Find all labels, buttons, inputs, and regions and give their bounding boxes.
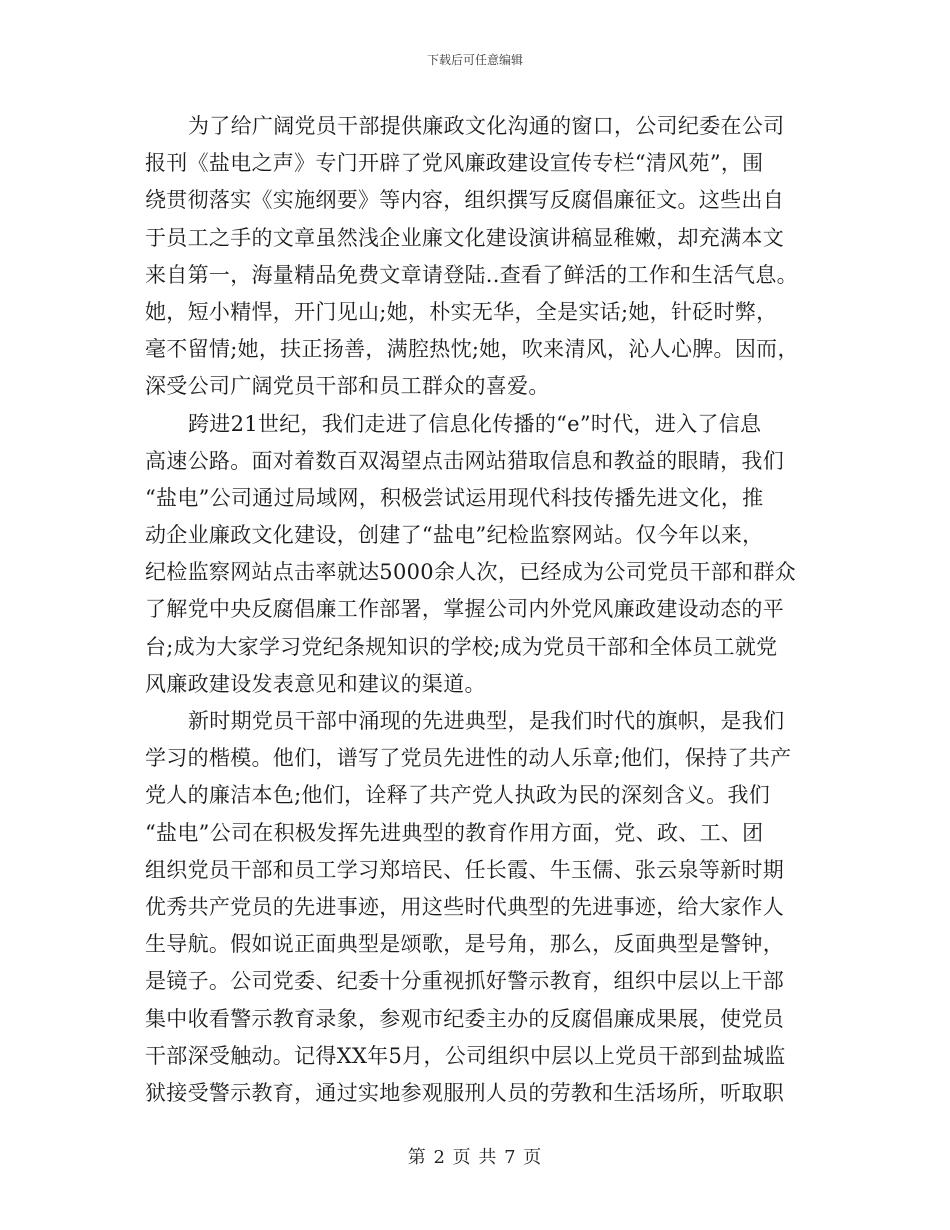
paragraph-line: 学习的楷模。他们，谱写了党员先进性的动人乐章;他们，保持了共产 [145, 746, 792, 771]
paragraph-line: 纪检监察网站点击率就达5000余人次，已经成为公司党员干部和群众 [145, 560, 797, 585]
paragraph-line: 绕贯彻落实《实施纲要》等内容，组织撰写反腐倡廉征文。这些出自 [145, 188, 784, 213]
paragraph-line: 优秀共产党员的先进事迹，用这些时代典型的先进事迹，给大家作人 [145, 894, 784, 919]
paragraph-line: 生导航。假如说正面典型是颂歌，是号角，那么，反面典型是警钟， [145, 932, 784, 957]
paragraph-line: “盐电”公司通过局域网，积极尝试运用现代科技传播先进文化，推 [145, 485, 764, 510]
paragraph-line: 风廉政建设发表意见和建议的渠道。 [145, 671, 486, 696]
paragraph-line: 报刊《盐电之声》专门开辟了党风廉政建设宣传专栏“清风苑”，围 [145, 151, 764, 176]
paragraph-line: 党人的廉洁本色;他们，诠释了共产党人执政为民的深刻含义。我们 [145, 783, 771, 808]
paragraph-2 [145, 406, 803, 704]
paragraph-line: 为了给广阔党员干部提供廉政文化沟通的窗口，公司纪委在公司 [188, 114, 785, 138]
paragraph-line: 深受公司广阔党员干部和员工群众的喜爱。 [145, 374, 550, 399]
paragraph-line: “盐电”公司在积极发挥先进典型的教育作用方面，党、政、工、团 [145, 820, 764, 845]
paragraph-line: 高速公路。面对着数百双渴望点击网站猎取信息和教益的眼睛，我们 [145, 448, 784, 473]
page-header-note: 下载后可任意编辑 [426, 53, 523, 67]
paragraph-line: 毫不留情;她，扶正扬善，满腔热忱;她，吹来清风，沁人心脾。因而， [145, 337, 799, 362]
paragraph-line: 狱接受警示教育，通过实地参观服刑人员的劳教和生活场所，听取职 [145, 1080, 784, 1105]
paragraph-3 [145, 703, 803, 1112]
paragraph-line: 组织党员干部和员工学习郑培民、任长霞、牛玉儒、张云泉等新时期 [145, 857, 784, 882]
paragraph-1 [145, 108, 803, 406]
paragraph-line: 新时期党员干部中涌现的先进典型，是我们时代的旗帜，是我们 [188, 709, 785, 733]
paragraph-line: 动企业廉政文化建设，创建了“盐电”纪检监察网站。仅今年以来， [145, 523, 764, 548]
paragraph-line: 是镜子。公司党委、纪委十分重视抓好警示教育，组织中层以上干部 [145, 969, 784, 994]
paragraph-line: 台;成为大家学习党纪条规知识的学校;成为党员干部和全体员工就党 [145, 634, 778, 659]
paragraph-line: 集中收看警示教育录象，参观市纪委主办的反腐倡廉成果展，使党员 [145, 1006, 784, 1031]
paragraph-line: 于员工之手的文章虽然浅企业廉文化建设演讲稿显稚嫩，却充满本文 [145, 225, 784, 250]
page-number: 第 2 页 共 7 页 [407, 1147, 543, 1168]
document-body [145, 108, 803, 1112]
paragraph-line: 跨进21世纪，我们走进了信息化传播的“e”时代，进入了信息 [188, 411, 762, 436]
paragraph-line: 来自第一，海量精品免费文章请登陆..查看了鲜活的工作和生活气息。 [145, 262, 798, 287]
paragraph-line: 干部深受触动。记得XX年5月，公司组织中层以上党员干部到盐城监 [145, 1043, 786, 1068]
paragraph-line: 她，短小精悍，开门见山;她，朴实无华，全是实话;她，针砭时弊， [145, 299, 778, 324]
paragraph-line: 了解党中央反腐倡廉工作部署，掌握公司内外党风廉政建设动态的平 [145, 597, 784, 622]
